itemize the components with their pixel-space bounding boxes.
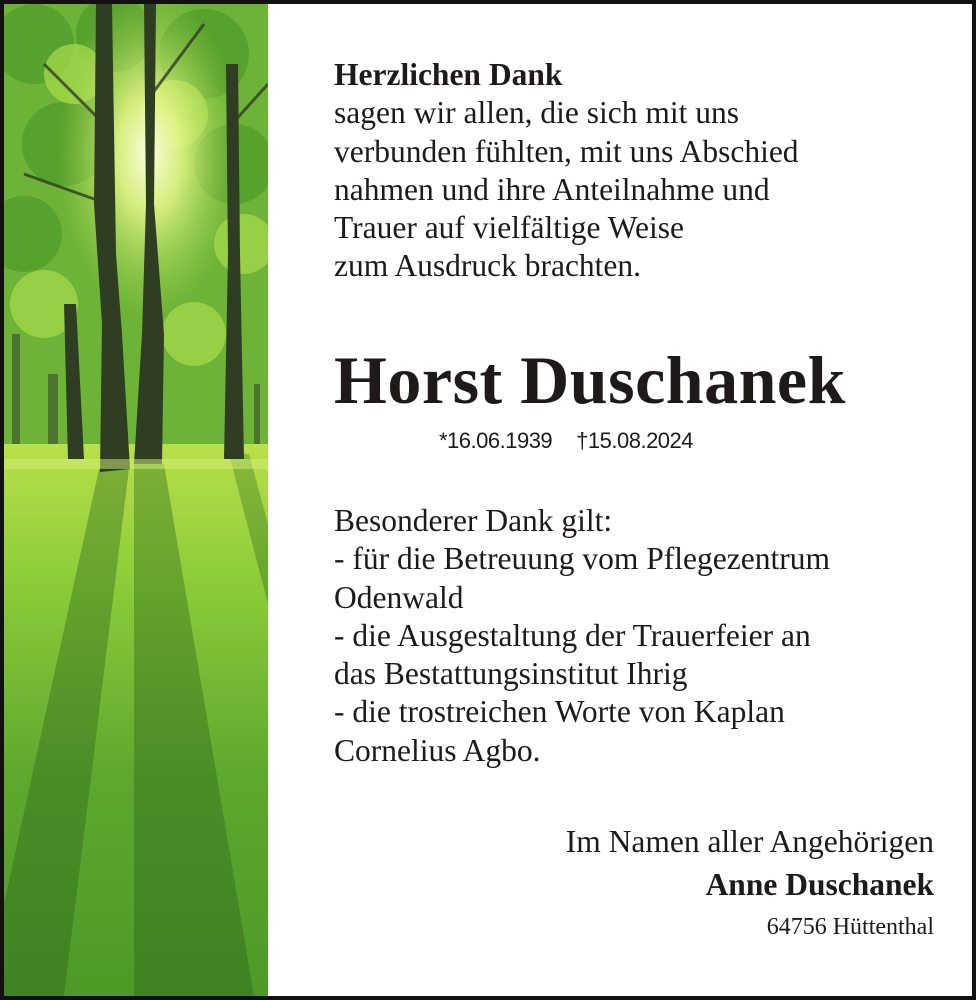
- notice-text: [334, 4, 934, 996]
- deceased-name: Horst Duschanek: [334, 342, 846, 418]
- on-behalf-line: Im Namen aller Angehörigen: [565, 824, 934, 859]
- special-thanks-block: [334, 502, 830, 770]
- thanks-line: das Bestattungsinstitut Ihrig: [334, 656, 688, 692]
- life-dates: [439, 428, 693, 454]
- intro-line: sagen wir allen, die sich mit uns: [334, 95, 740, 131]
- intro-block: [334, 56, 799, 286]
- intro-line: Trauer auf vielfältige Weise: [334, 210, 684, 246]
- intro-line: nahmen und ihre Anteilnahme und: [334, 171, 770, 207]
- death-date: †15.08.2024: [576, 428, 694, 453]
- intro-line: zum Ausdruck brachten.: [334, 248, 642, 284]
- birth-date: *16.06.1939: [439, 428, 553, 453]
- thanks-line: - die Ausgestaltung der Trauerfeier an: [334, 617, 811, 653]
- signature-block: [334, 822, 934, 946]
- signer-location: 64756 Hüttenthal: [766, 914, 934, 940]
- intro-heading: Herzlichen Dank: [334, 57, 563, 92]
- intro-line: verbunden fühlten, mit uns Abschied: [334, 133, 799, 169]
- thanks-line: Odenwald: [334, 579, 464, 615]
- signer-name: Anne Duschanek: [705, 867, 934, 902]
- thanks-heading: Besonderer Dank gilt:: [334, 503, 613, 538]
- thanks-line: Cornelius Agbo.: [334, 732, 541, 768]
- thanks-line: - die trostreichen Worte von Kaplan: [334, 694, 785, 730]
- forest-sunlight-image: [4, 4, 268, 996]
- thanks-line: - für die Betreuung vom Pflegezentrum: [334, 541, 830, 577]
